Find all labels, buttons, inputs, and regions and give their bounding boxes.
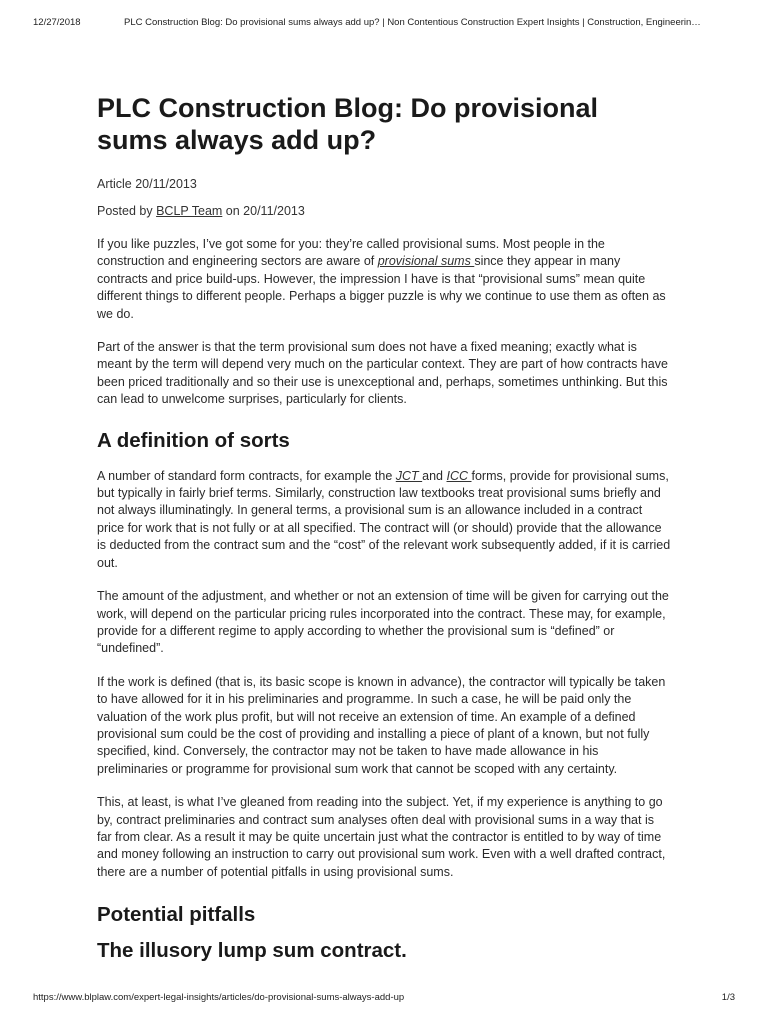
provisional-sums-link[interactable]: provisional sums bbox=[377, 254, 475, 269]
jct-link[interactable]: JCT bbox=[395, 468, 423, 483]
heading-pitfalls: Potential pitfalls bbox=[97, 903, 256, 927]
paragraph-defined-work: If the work is defined (that is, its basic scope is known in advance), the contractor will typically be taken to have allowed for it in his preliminaries and programme. In such a case, he will be paid only the valuation of the work plus profit, but will not receive an extension of time. An example of a defined provisional sum could be the cost of providing and installing a piece of plant of a known, but not fully specified, kind. Conversely, the contractor may not be taken to have made allowance in his preliminaries or programme for provisional sum work that cannot be scoped with any certainty. bbox=[97, 674, 666, 776]
print-page-title: PLC Construction Blog: Do provisional sums always add up? | Non Contentious Construction Expert Insights | Construction, Engineerin… bbox=[124, 17, 701, 28]
print-date: 12/27/2018 bbox=[33, 17, 81, 28]
posted-prefix: Posted by bbox=[97, 204, 157, 218]
p1-text-a: If you like puzzles, I’ve got some for you: they’re called provisional sums. Most people in the construction and engineering sectors are aware of bbox=[97, 237, 605, 269]
posted-suffix: on 20/11/2013 bbox=[222, 204, 305, 218]
article-title: PLC Construction Blog: Do provisional sums always add up? bbox=[97, 93, 598, 155]
print-header bbox=[33, 17, 748, 31]
p1-text-b: since they appear in many contracts and price build-ups. However, the impression I have is that “provisional sums” mean quite different things to different people. Perhaps a bigger puzzle is why we continue to use them as often as we do. bbox=[97, 254, 666, 321]
p3-text-c: forms, provide for provisional sums, but typically in fairly brief terms. Similarly, construction law textbooks treat provisional sums briefly and not always illuminatingly. In general terms, a provisional sum is an allowance included in a contract price for work that is not fully or at all specified. The contract will (or should) provide that the allowance is deducted from the contract sum and the “cost” of the relevant work subsequently added, if it is carried out. bbox=[97, 468, 671, 570]
print-footer bbox=[33, 992, 735, 1006]
paragraph-experience: This, at least, is what I’ve gleaned from reading into the subject. Yet, if my experience is anything to go by, contract preliminaries and contract sum analyses often deal with provisional sums in a way that is far from clear. As a result it may be quite uncertain just what the contractor is entitled to by way of time and money following an instruction to carry out provisional sum work. Even with a well drafted contract, there are a number of potential pitfalls in using provisional sums. bbox=[97, 795, 666, 879]
paragraph-intro bbox=[97, 236, 672, 323]
paragraph-adjustment: The amount of the adjustment, and whether or not an extension of time will be given for carrying out the work, will depend on the particular pricing rules incorporated into the contract. These may, for example, provide for a different regime to apply according to whether the provisional sum is “defined” or “undefined”. bbox=[97, 589, 669, 656]
p3-text-a: A number of standard form contracts, for example the bbox=[97, 468, 396, 483]
author-link[interactable]: BCLP Team bbox=[156, 204, 223, 218]
heading-definition: A definition of sorts bbox=[97, 428, 290, 452]
paragraph-answer: Part of the answer is that the term provisional sum does not have a fixed meaning; exactly what is meant by the term will depend very much on the particular context. They are part of how contracts have been priced traditionally and so their use is unexceptional and, perhaps, sometimes unthinking. But this can lead to unwelcome surprises, particularly for clients. bbox=[97, 340, 668, 407]
print-url: https://www.blplaw.com/expert-legal-insights/articles/do-provisional-sums-always-add-up bbox=[33, 992, 405, 1003]
paragraph-standard-forms bbox=[97, 468, 672, 572]
heading-lump-sum: The illusory lump sum contract. bbox=[97, 939, 407, 963]
article bbox=[97, 92, 672, 964]
p3-text-b: and bbox=[422, 468, 447, 483]
print-page-number: 1/3 bbox=[721, 992, 735, 1003]
icc-link[interactable]: ICC bbox=[446, 468, 472, 483]
article-type-date: Article 20/11/2013 bbox=[97, 177, 197, 191]
posted-by-line bbox=[97, 203, 672, 220]
